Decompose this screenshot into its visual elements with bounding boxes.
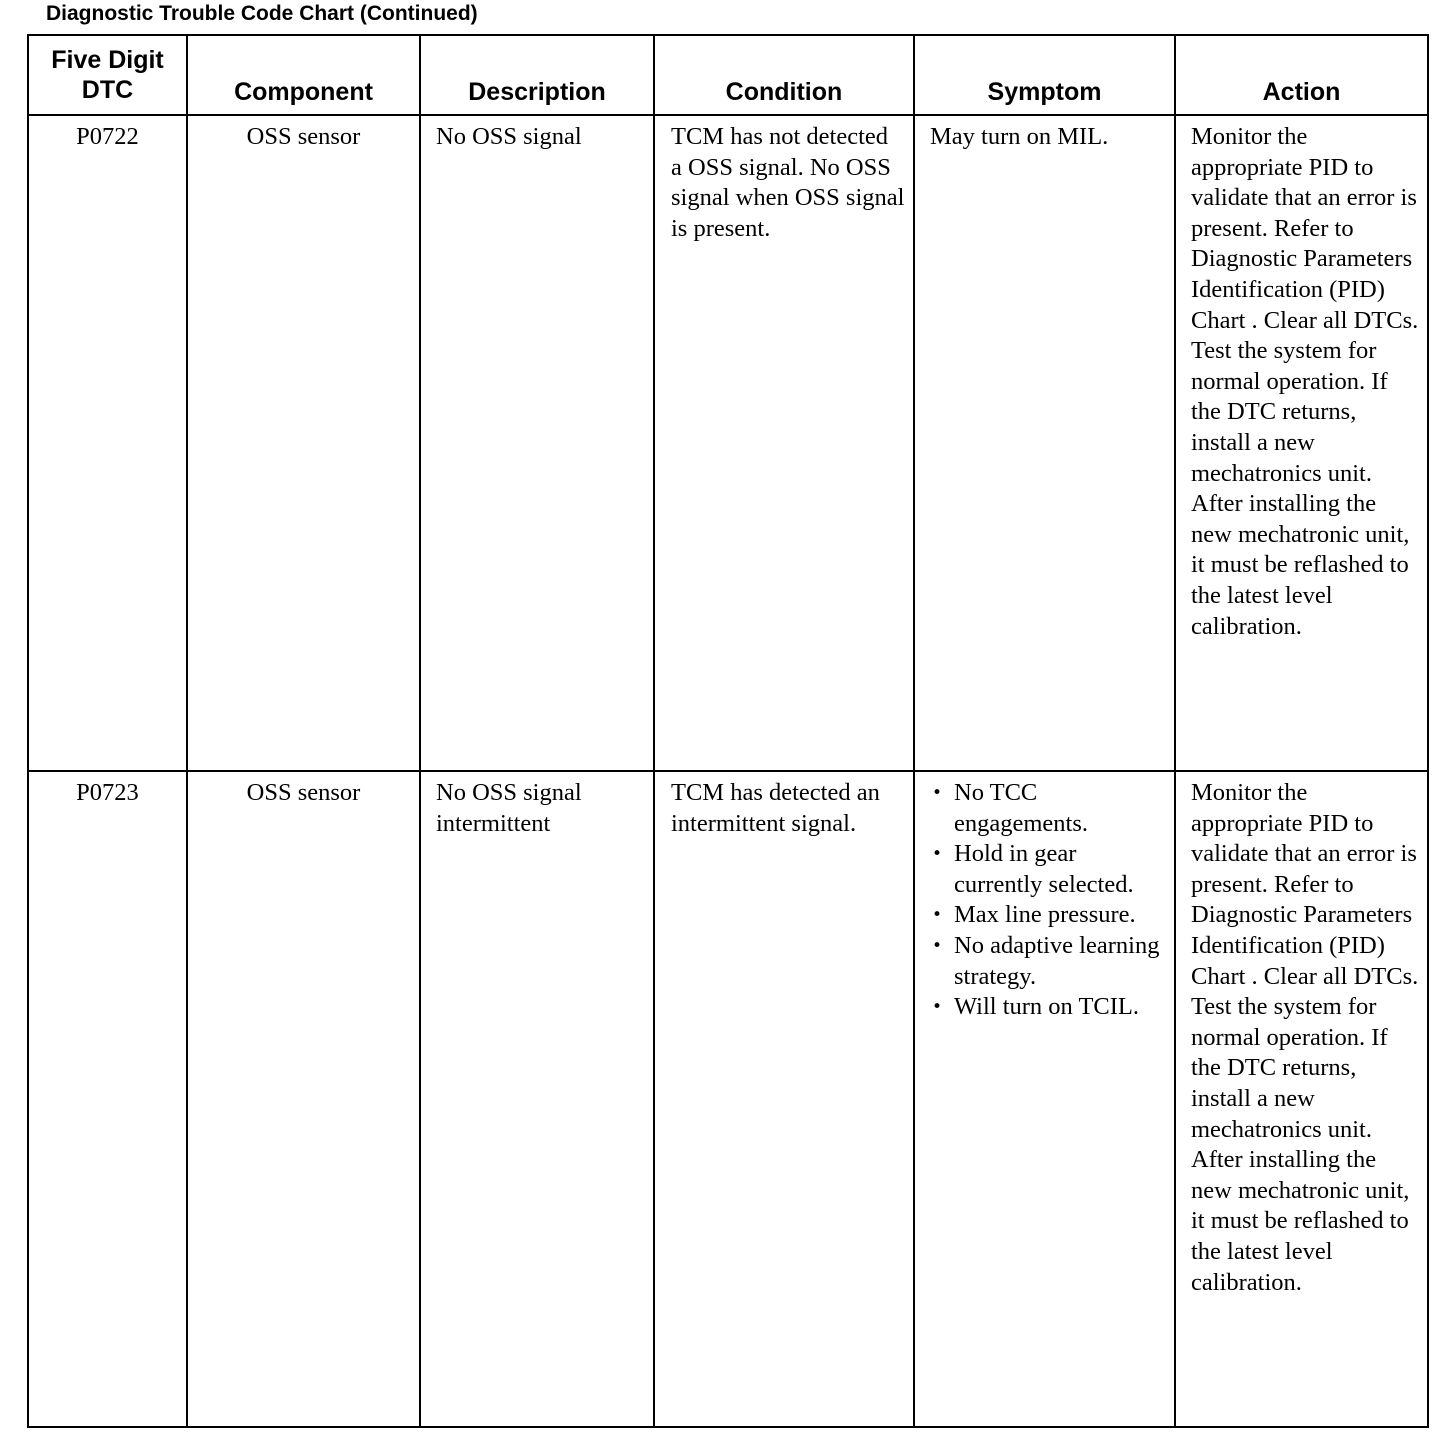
bullet-icon: • xyxy=(932,905,943,926)
bullet-icon: • xyxy=(932,844,943,865)
symptom-list-item: • Hold in gear currently selected. xyxy=(932,840,1134,898)
document-title: Diagnostic Trouble Code Chart (Continued) xyxy=(46,2,478,25)
header-description: Description xyxy=(420,35,654,115)
dtc-chart-table xyxy=(27,34,1429,1428)
component-cell: OSS sensor xyxy=(187,771,420,1427)
bullet-icon: • xyxy=(932,935,943,956)
symptom-list-item: • Max line pressure. xyxy=(930,900,1168,931)
symptom-cell xyxy=(914,771,1175,1427)
bullet-icon: • xyxy=(932,997,943,1018)
header-condition: Condition xyxy=(654,35,914,115)
table-row xyxy=(28,771,1428,1427)
action-cell: Monitor the appropriate PID to validate that an error is present. Refer to Diagnostic Parameters Identification (PID) Chart . Clear all DTCs. Test the system for normal operation. If the DTC returns, install a new mechatronics unit. After installing the new mechatronic unit, it must be reflashed to the latest level calibration. xyxy=(1175,771,1428,1427)
description-cell: No OSS signal intermittent xyxy=(420,771,654,1427)
symptom-list-item: • No adaptive learning strategy. xyxy=(932,931,1160,990)
condition-cell: TCM has not detected a OSS signal. No OSS signal when OSS signal is present. xyxy=(654,115,914,771)
header-action: Action xyxy=(1175,35,1428,115)
symptom-cell: May turn on MIL. xyxy=(914,115,1175,771)
symptom-list xyxy=(930,778,1168,1023)
symptom-list-item: • No TCC engagements. xyxy=(932,779,1089,837)
component-cell: OSS sensor xyxy=(187,115,420,771)
header-component: Component xyxy=(187,35,420,115)
dtc-code-cell: P0722 xyxy=(28,115,187,771)
header-five-digit-dtc: Five Digit DTC xyxy=(28,35,187,115)
symptom-list-item: • Will turn on TCIL. xyxy=(930,992,1168,1023)
description-cell: No OSS signal xyxy=(420,115,654,771)
header-symptom: Symptom xyxy=(914,35,1175,115)
dtc-code-cell: P0723 xyxy=(28,771,187,1427)
bullet-icon: • xyxy=(932,783,943,803)
condition-cell: TCM has detected an intermittent signal. xyxy=(654,771,914,1427)
action-cell: Monitor the appropriate PID to validate that an error is present. Refer to Diagnostic Parameters Identification (PID) Chart . Clear all DTCs. Test the system for normal operation. If the DTC returns, install a new mechatronics unit. After installing the new mechatronic unit, it must be reflashed to the latest level calibration. xyxy=(1175,115,1428,771)
table-row xyxy=(28,115,1428,771)
table-header-row xyxy=(28,35,1428,115)
